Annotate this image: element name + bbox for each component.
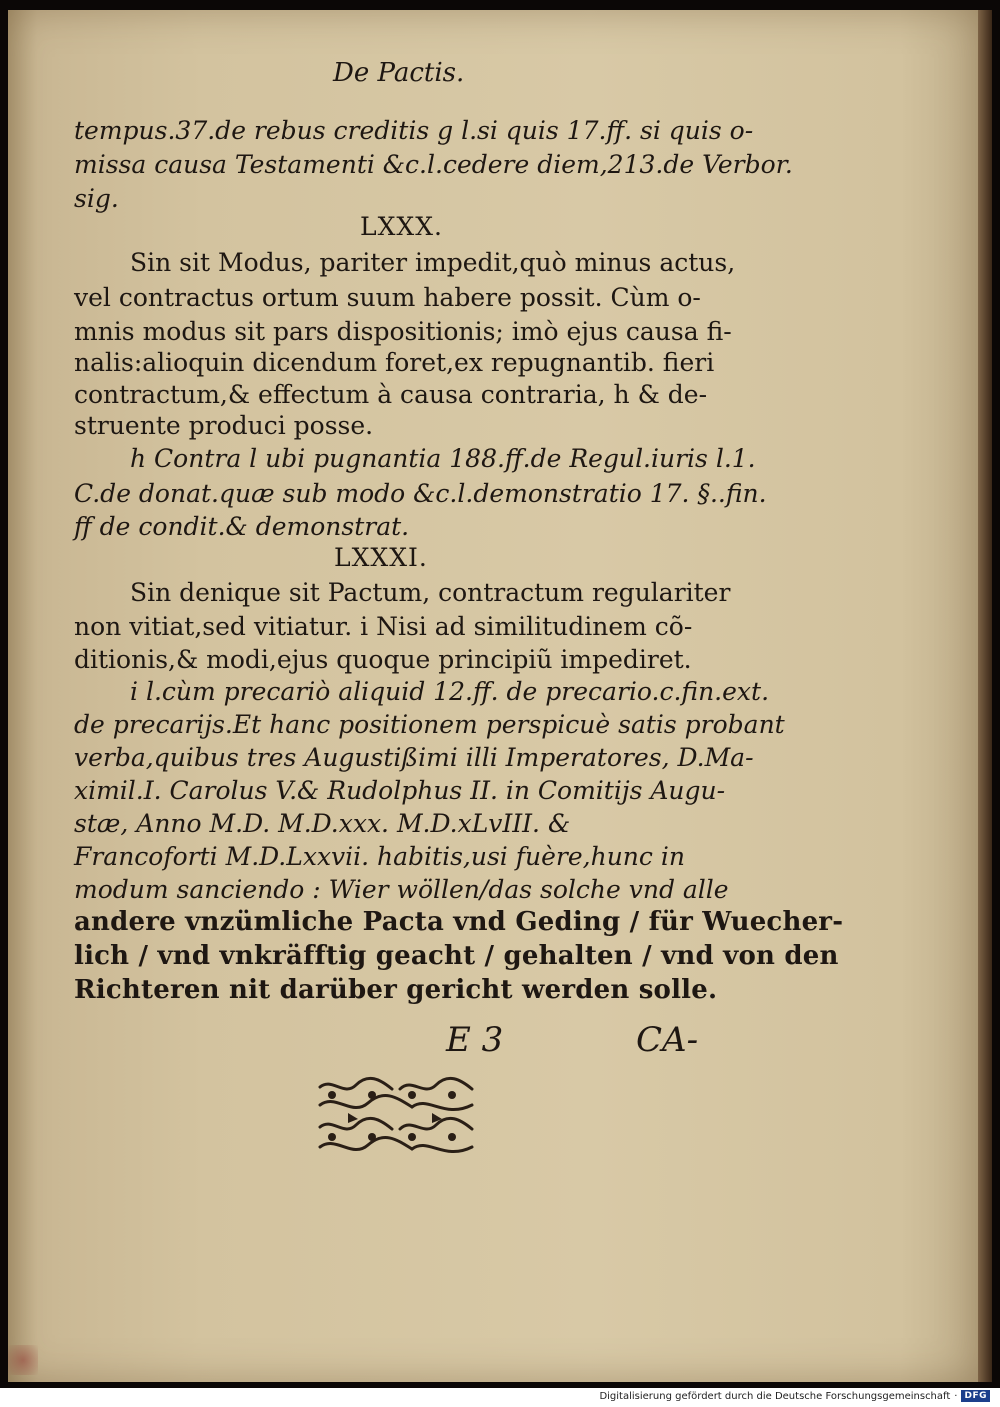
text-line: tempus.37.de rebus creditis g l.si quis 17.ff. si quis o-: [74, 116, 754, 145]
footnote-line: ff de condit.& demonstrat.: [74, 512, 410, 541]
footnote-line: C.de donat.quæ sub modo &c.l.demonstratio 17. §..fin.: [74, 479, 767, 508]
footer-credit: Digitalisierung gefördert durch die Deutsche Forschungsgemeinschaft · DFG: [599, 1390, 990, 1402]
footnote-line: de precarijs.Et hanc positionem perspicuè satis probant: [74, 710, 785, 739]
footnote-line: verba,quibus tres Augustißimi illi Imperatores, D.Ma-: [74, 743, 754, 772]
printer-ornament: [312, 1075, 480, 1161]
text-line: vel contractus ortum suum habere possit. Cùm o-: [74, 283, 701, 312]
footnote-line: Francoforti M.D.Lxxvii. habitis,usi fuère,hunc in: [74, 842, 685, 871]
footnote-line: ximil.I. Carolus V.& Rudolphus II. in Comitijs Augu-: [74, 776, 726, 805]
text-line: struente produci posse.: [74, 411, 374, 440]
footnote-line: i l.cùm precariò aliquid 12.ff. de precario.c.fin.ext.: [130, 677, 770, 706]
footer-text: Digitalisierung gefördert durch die Deutsche Forschungsgemeinschaft: [599, 1390, 951, 1402]
fraktur-line: lich / vnd vnkräfftig geacht / gehalten / vnd von den: [74, 941, 839, 971]
text-line: Sin denique sit Pactum, contractum regulariter: [130, 578, 731, 607]
text-line: mnis modus sit pars dispositionis; imò ejus causa fi-: [74, 317, 732, 346]
page-stain: [8, 1345, 38, 1375]
footnote-line: h Contra l ubi pugnantia 188.ff.de Regul.iuris l.1.: [130, 444, 756, 473]
section-heading: LXXX.: [360, 212, 443, 241]
text-line: ditionis,& modi,ejus quoque principiũ impediret.: [74, 645, 692, 674]
text-line: non vitiat,sed vitiatur. i Nisi ad similitudinem cõ-: [74, 612, 693, 641]
section-heading: LXXXI.: [334, 543, 428, 572]
dfg-logo: DFG: [961, 1390, 990, 1402]
text-line: Sin sit Modus, pariter impedit,quò minus actus,: [130, 248, 736, 277]
text-line: missa causa Testamenti &c.l.cedere diem,213.de Verbor.: [74, 150, 793, 179]
text-line: nalis:alioquin dicendum foret,ex repugnantib. fieri: [74, 348, 715, 377]
fraktur-line: Richteren nit darüber gericht werden solle.: [74, 975, 718, 1005]
footnote-line: stæ, Anno M.D. M.D.xxx. M.D.xLvIII. &: [74, 809, 571, 838]
signature-mark: E 3: [446, 1020, 504, 1060]
text-line: sig.: [74, 184, 119, 213]
running-header: De Pactis.: [333, 58, 465, 88]
fraktur-line: andere vnzümliche Pacta vnd Geding / für Wuecher-: [74, 907, 844, 937]
catchword: CA-: [636, 1020, 699, 1060]
footnote-line: modum sanciendo : Wier wöllen/das solche vnd alle: [74, 875, 729, 904]
text-line: contractum,& effectum à causa contraria, h & de-: [74, 380, 708, 409]
